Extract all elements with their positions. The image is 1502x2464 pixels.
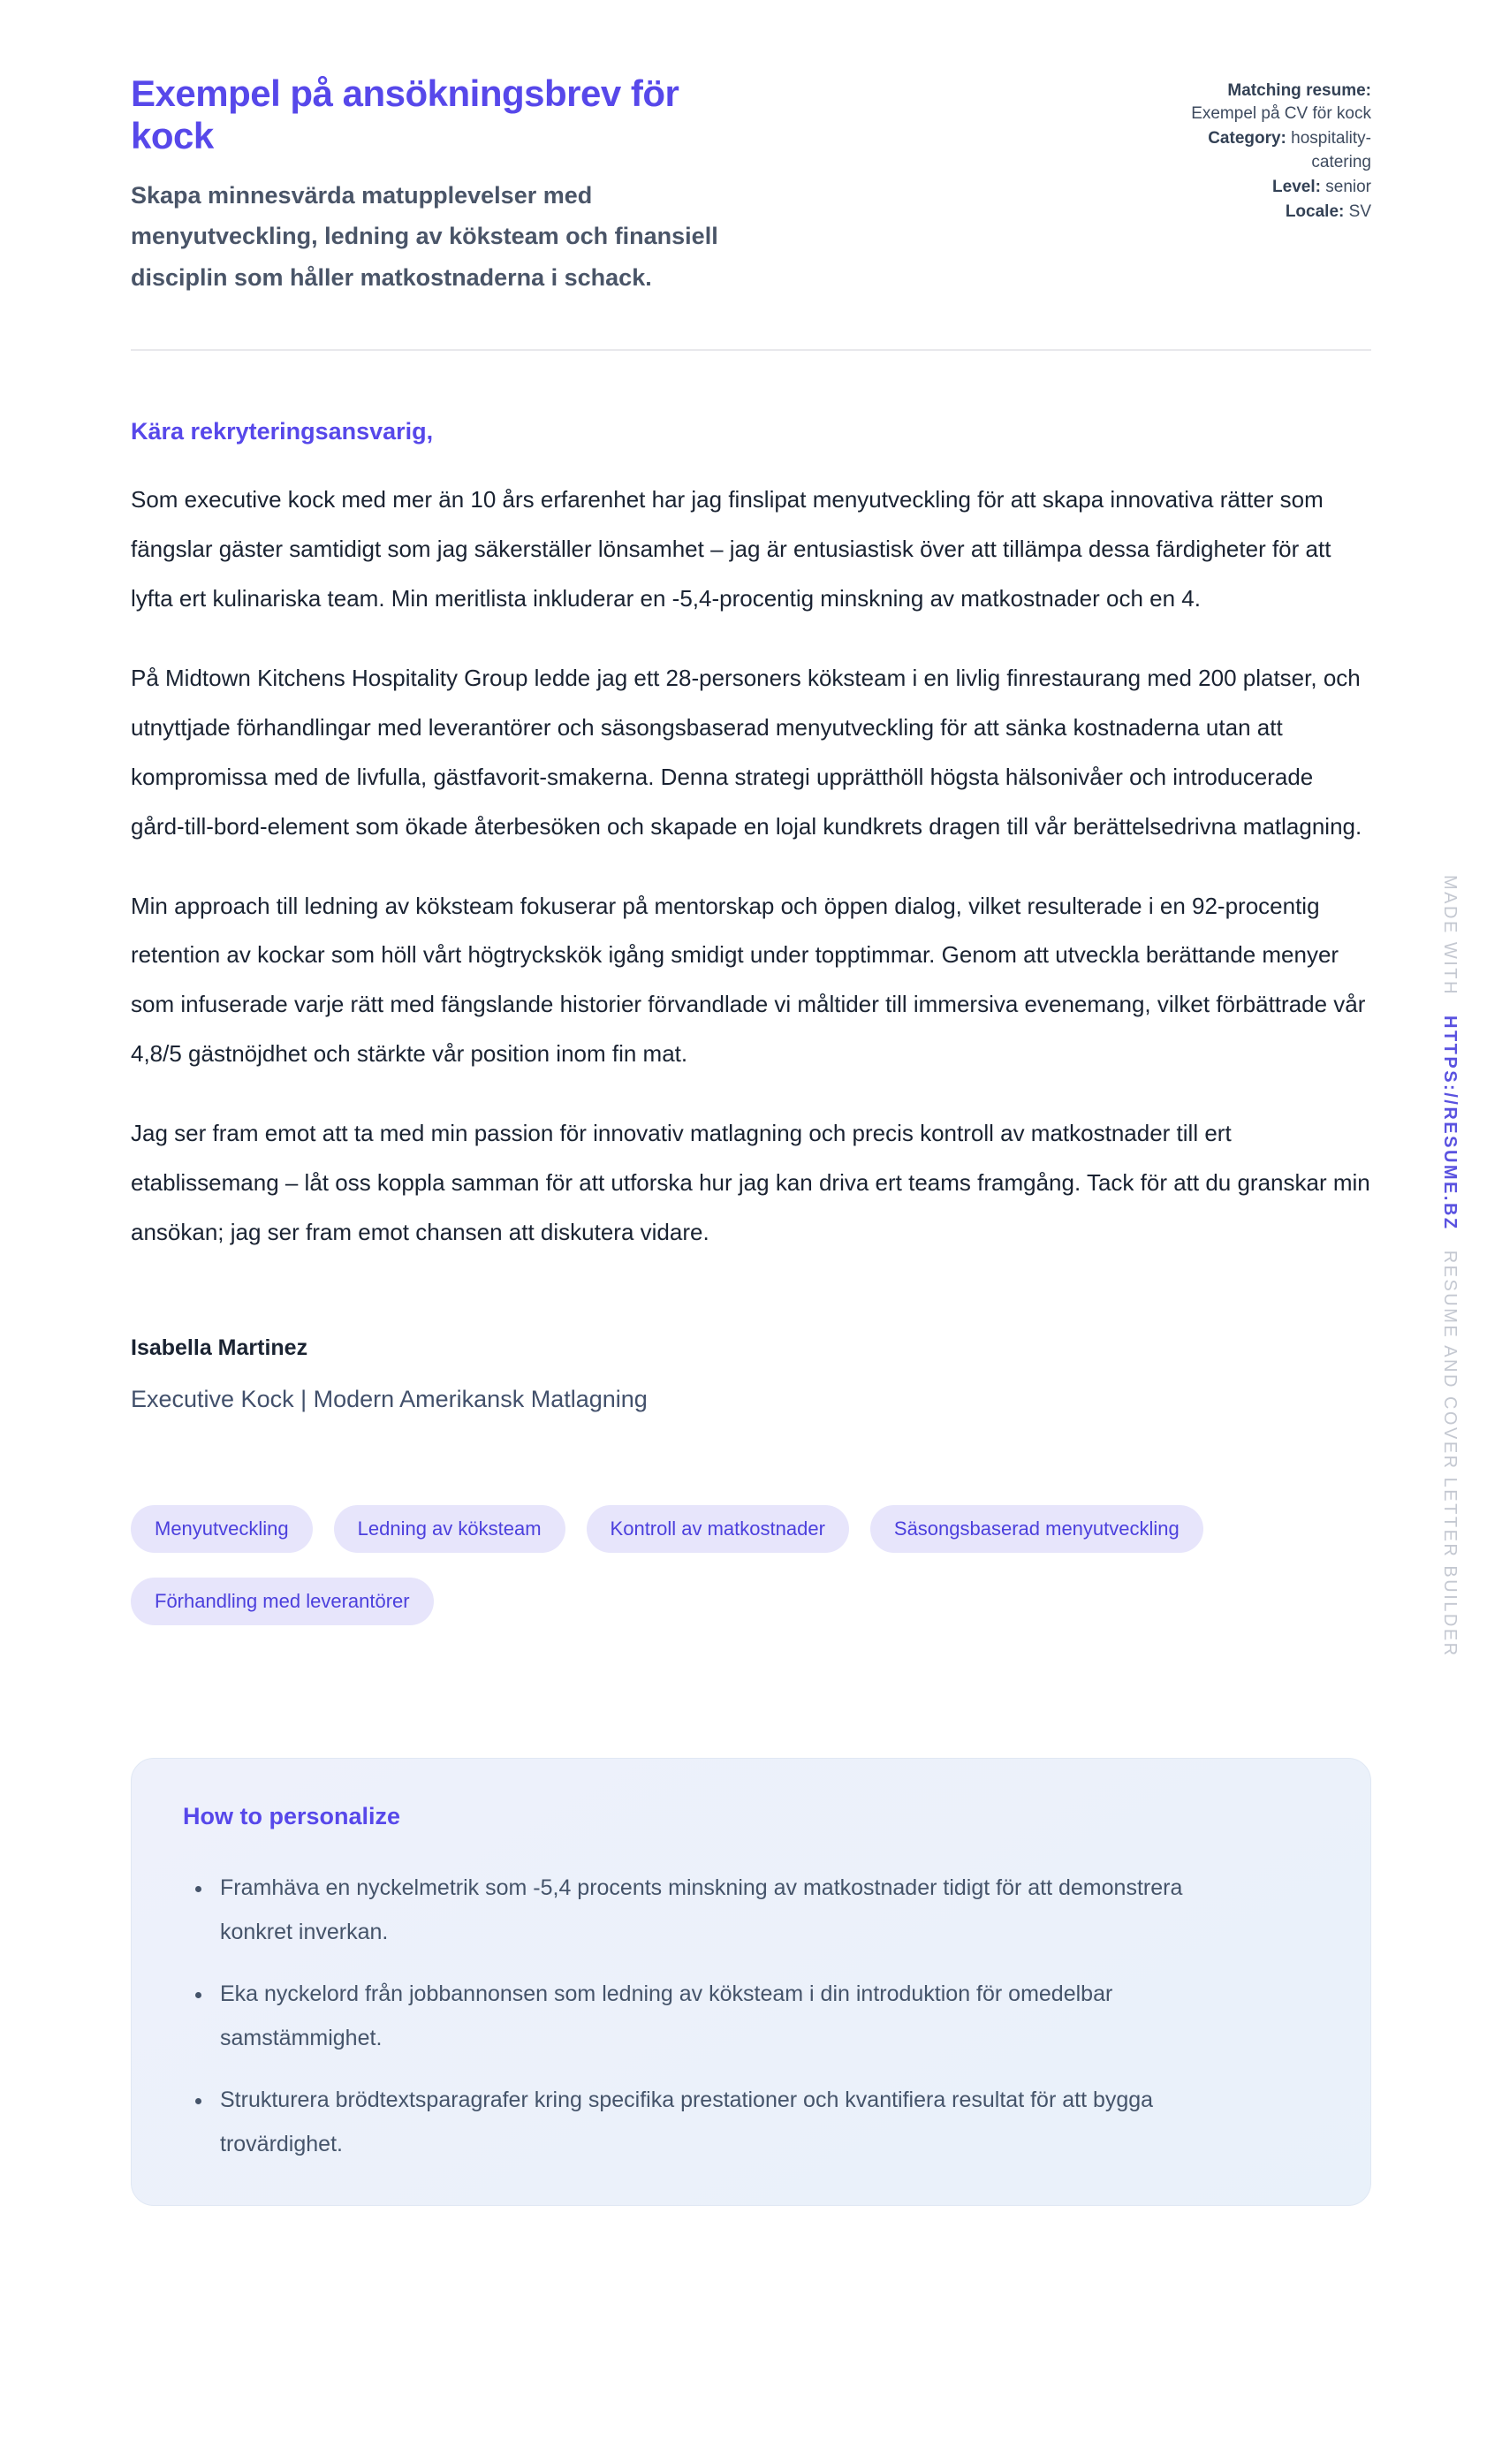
cover-letter-body <box>131 418 1371 1412</box>
skill-tags <box>131 1505 1315 1625</box>
how-to-personalize-box <box>131 1758 1371 2206</box>
category-value: hospitality-catering <box>1291 129 1371 171</box>
watermark-tagline-text: RESUME AND COVER LETTER BUILDER <box>1440 1250 1460 1658</box>
page-subtitle: Skapa minnesvärda matupplevelser med menyutveckling, ledning av köksteam och finansiell disciplin som håller matkostnaderna i schack. <box>131 182 718 291</box>
skill-tag: Förhandling med leverantörer <box>131 1578 434 1625</box>
category-label: Category: <box>1208 129 1286 148</box>
skill-tag: Säsongsbaserad menyutveckling <box>870 1505 1203 1553</box>
made-with-watermark <box>1439 875 1460 1658</box>
meta-matching-resume <box>1161 80 1371 125</box>
matching-resume-label: Matching resume: <box>1227 81 1371 100</box>
skill-tag: Ledning av köksteam <box>334 1505 565 1553</box>
example-meta-panel <box>1161 80 1371 225</box>
letter-paragraph: På Midtown Kitchens Hospitality Group ledde jag ett 28-personers köksteam i en livlig finrestaurang med 200 platser, och utnyttjade förhandlingar med leverantörer och säsongsbaserad menyutveckling för att sänka kostnaderna utan att kompromissa med de livfulla, gästfavorit-smakerna. Denna strategi upprätthöll högsta hälsonivåer och introducerade gård-till-bord-element som ökade återbesöken och skapade en lojal kundkrets dragen till vår berättelsedrivna matlagning. <box>131 664 1362 840</box>
matching-resume-link[interactable]: Exempel på CV för kock <box>1191 104 1371 124</box>
watermark-made-with-text: MADE WITH <box>1440 875 1460 996</box>
meta-level <box>1161 176 1371 199</box>
header-title-block <box>131 72 767 298</box>
level-value: senior <box>1325 177 1371 196</box>
page-title: Exempel på ansökningsbrev för kock <box>131 72 679 156</box>
letter-paragraph: Som executive kock med mer än 10 års erfarenhet har jag finslipat menyutveckling för att skapa innovativa rätter som fängslar gäster samtidigt som jag säkerställer lönsamhet – jag är entusiastisk över att tillämpa dessa färdigheter för att lyfta ert kulinariska team. Min meritlista inkluderar en -5,4-procentig minskning av matkostnader och en 4. <box>131 486 1331 612</box>
personalize-heading: How to personalize <box>183 1802 401 1829</box>
personalize-tips-list <box>183 1866 1319 2166</box>
personalize-tip: • Framhäva en nyckelmetrik som -5,4 procents minskning av matkostnader tidigt för att demonstrera konkret inverkan. <box>213 1866 1255 1954</box>
skill-tag: Kontroll av matkostnader <box>587 1505 849 1553</box>
level-label: Level: <box>1272 177 1321 196</box>
letter-paragraph: Jag ser fram emot att ta med min passion för innovativ matlagning och precis kontroll av matkostnader till ert etablissemang – låt oss koppla samman för att utforska hur jag kan driva ert teams framgång. Tack för att du granskar min ansökan; jag ser fram emot chansen att diskutera vidare. <box>131 1120 1370 1245</box>
letter-greeting: Kära rekryteringsansvarig, <box>131 418 434 445</box>
meta-locale <box>1161 201 1371 224</box>
meta-category <box>1161 127 1371 173</box>
signature-name: Isabella Martinez <box>131 1335 308 1360</box>
letter-signature <box>131 1335 1371 1413</box>
locale-label: Locale: <box>1285 202 1345 222</box>
letter-paragraph: Min approach till ledning av köksteam fokuserar på mentorskap och öppen dialog, vilket resulterade i en 92-procentig retention av kockar som höll vårt högtryckskök igång smidigt under topptimmar. Genom att utveckla berättande menyer som infuserade varje rätt med fängslande historier förvandlade vi måltider till immersiva evenemang, vilket förbättrade vår 4,8/5 gästnöjdhet och stärkte vår position inom fin mat. <box>131 892 1366 1068</box>
header-divider <box>131 349 1371 351</box>
content-container <box>131 0 1371 2206</box>
personalize-tip: • Strukturera brödtextsparagrafer kring specifika prestationer och kvantifiera resultat för att bygga trovärdighet. <box>213 2078 1255 2166</box>
locale-value: SV <box>1348 202 1371 222</box>
resume-bz-link[interactable]: HTTPS://RESUME.BZ <box>1440 1015 1460 1231</box>
skill-tag: Menyutveckling <box>131 1505 313 1553</box>
signature-title: Executive Kock | Modern Amerikansk Matlagning <box>131 1385 648 1412</box>
page-header <box>131 72 1371 298</box>
personalize-tip: • Eka nyckelord från jobbannonsen som ledning av köksteam i din introduktion för omedelbar samstämmighet. <box>213 1972 1255 2060</box>
